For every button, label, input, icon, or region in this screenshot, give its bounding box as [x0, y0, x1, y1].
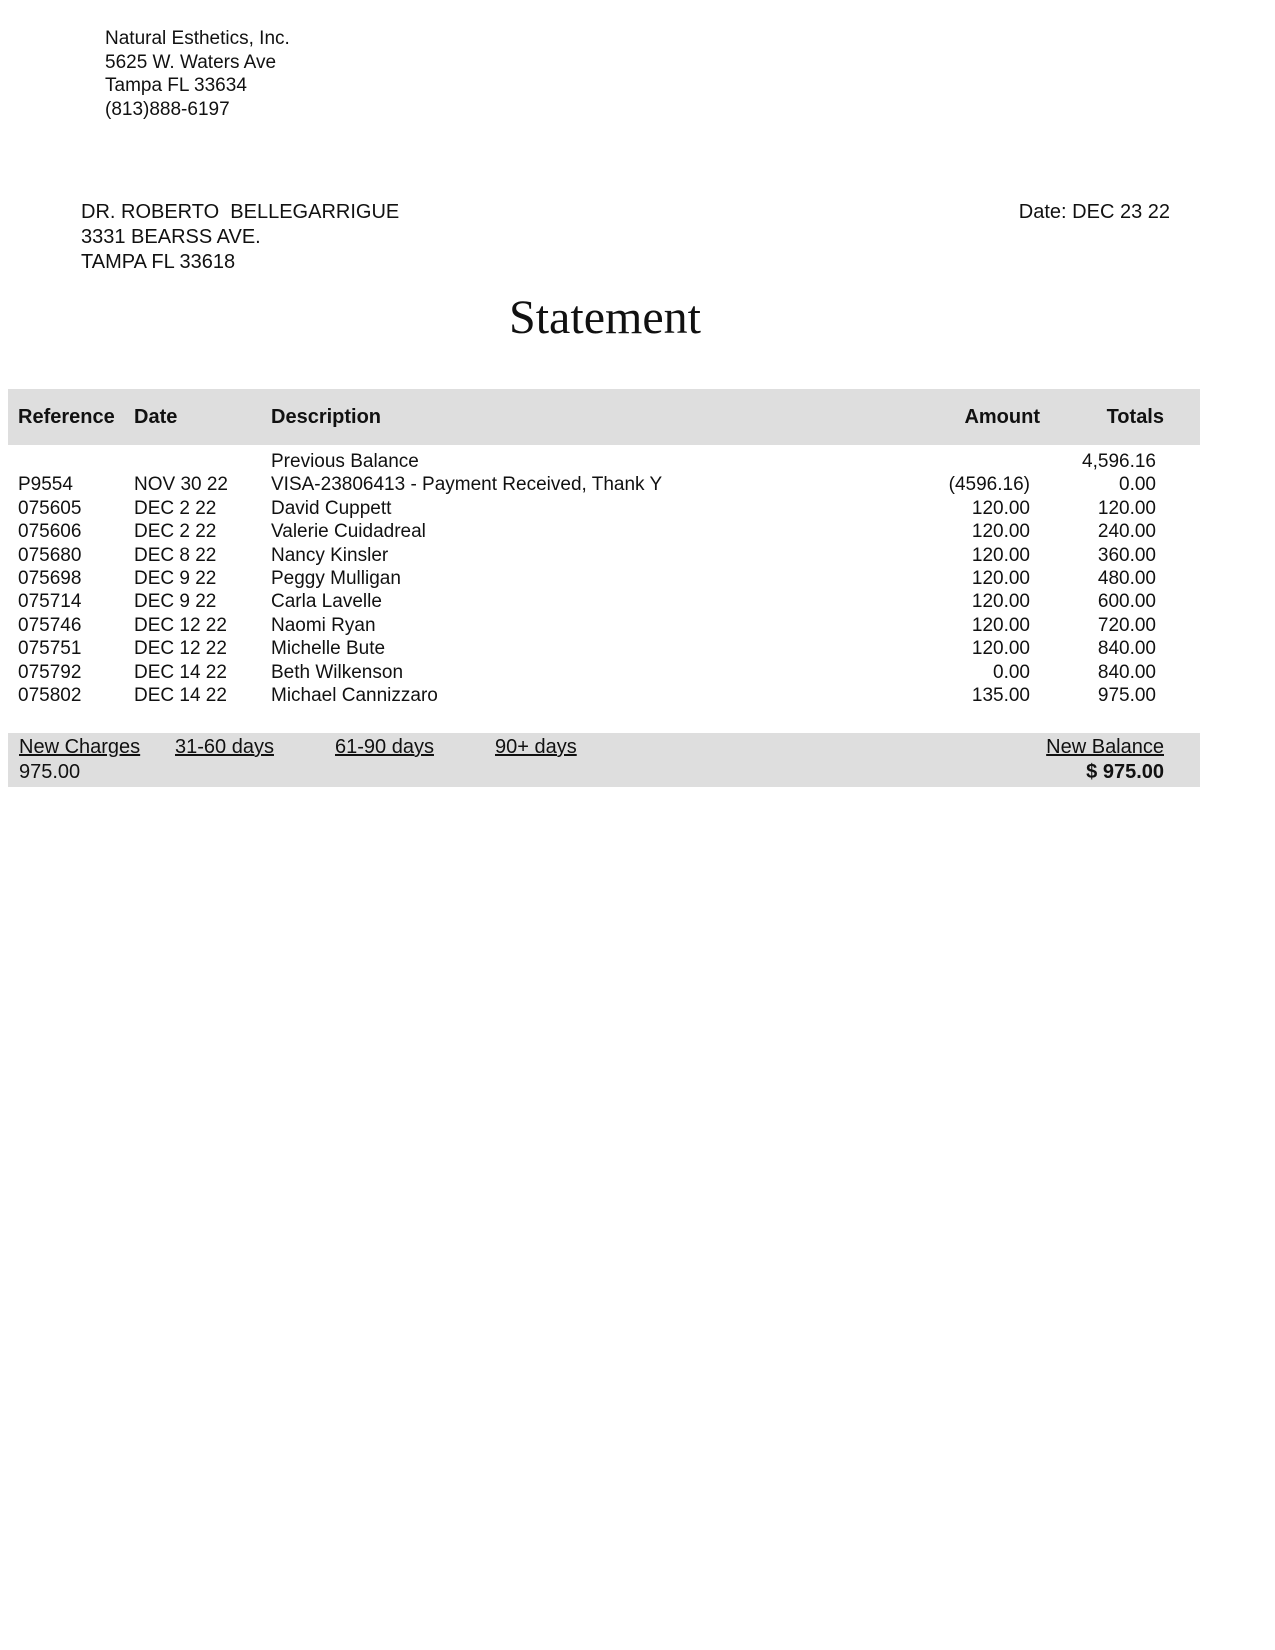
days-31-60-label: 31-60 days	[175, 736, 274, 758]
row-reference: P9554	[18, 474, 73, 496]
row-reference: 075792	[18, 661, 82, 683]
recipient-address-block	[81, 200, 399, 275]
recipient-city: TAMPA FL 33618	[81, 251, 236, 273]
statement-date: Date: DEC 23 22	[1018, 201, 1170, 223]
row-date: DEC 2 22	[134, 497, 217, 519]
row-amount: 120.00	[971, 567, 1030, 589]
row-date: DEC 12 22	[134, 614, 227, 636]
new-charges-label: New Charges	[19, 736, 141, 758]
row-description: David Cuppett	[271, 497, 392, 519]
row-total: 4,596.16	[1082, 451, 1156, 472]
row-total: 240.00	[1097, 521, 1156, 543]
row-reference: 075680	[18, 544, 82, 566]
row-date: DEC 9 22	[134, 591, 217, 613]
row-description: Beth Wilkenson	[271, 661, 404, 683]
table-row	[8, 614, 1200, 637]
row-reference: 075606	[18, 521, 82, 543]
table-row	[8, 450, 1200, 473]
row-amount: 0.00	[993, 661, 1030, 683]
new-balance-value: $ 975.00	[1086, 761, 1164, 783]
table-row	[8, 520, 1200, 543]
days-61-90-label: 61-90 days	[335, 736, 434, 758]
new-balance-label: New Balance	[1046, 736, 1164, 758]
company-address-block	[105, 27, 290, 121]
row-description: Peggy Mulligan	[271, 567, 401, 589]
page-title: Statement	[509, 291, 701, 344]
table-row	[8, 567, 1200, 590]
recipient-street: 3331 BEARSS AVE.	[81, 226, 261, 248]
row-total: 840.00	[1097, 638, 1156, 660]
row-date: DEC 14 22	[134, 661, 227, 683]
row-amount: 135.00	[971, 684, 1030, 706]
summary-footer	[8, 733, 1200, 787]
row-total: 480.00	[1097, 567, 1156, 589]
row-description: VISA-23806413 - Payment Received, Thank Y	[271, 474, 663, 496]
row-total: 120.00	[1097, 497, 1156, 519]
transaction-list	[8, 450, 1200, 707]
company-phone: (813)888-6197	[105, 98, 230, 120]
row-date: NOV 30 22	[134, 474, 228, 496]
table-row	[8, 497, 1200, 520]
row-description: Nancy Kinsler	[271, 544, 389, 566]
header-totals: Totals	[1106, 406, 1164, 428]
table-row	[8, 473, 1200, 496]
recipient-name: DR. ROBERTO BELLEGARRIGUE	[81, 201, 400, 223]
row-description: Previous Balance	[271, 451, 419, 472]
header-amount: Amount	[964, 406, 1040, 428]
header-date: Date	[134, 406, 178, 428]
row-amount: 120.00	[971, 591, 1030, 613]
row-description: Michael Cannizzaro	[271, 684, 438, 706]
row-amount: 120.00	[971, 614, 1030, 636]
row-amount: 120.00	[971, 638, 1030, 660]
row-date: DEC 12 22	[134, 638, 227, 660]
row-reference: 075605	[18, 497, 82, 519]
company-street: 5625 W. Waters Ave	[105, 51, 277, 73]
company-name: Natural Esthetics, Inc.	[105, 28, 290, 49]
row-reference: 075802	[18, 684, 82, 706]
row-total: 975.00	[1097, 684, 1156, 706]
row-amount: (4596.16)	[948, 474, 1030, 496]
row-description: Michelle Bute	[271, 638, 386, 660]
table-row	[8, 637, 1200, 660]
row-total: 360.00	[1097, 544, 1156, 566]
row-description: Valerie Cuidadreal	[271, 521, 426, 543]
row-date: DEC 9 22	[134, 567, 217, 589]
row-date: DEC 2 22	[134, 521, 217, 543]
table-row	[8, 544, 1200, 567]
row-description: Naomi Ryan	[271, 614, 376, 636]
table-row	[8, 684, 1200, 707]
table-header	[8, 389, 1200, 445]
row-date: DEC 14 22	[134, 684, 227, 706]
row-amount: 120.00	[971, 497, 1030, 519]
new-charges-value: 975.00	[19, 761, 81, 783]
header-description: Description	[271, 406, 382, 428]
row-total: 840.00	[1097, 661, 1156, 683]
row-amount: 120.00	[971, 544, 1030, 566]
row-date: DEC 8 22	[134, 544, 217, 566]
row-total: 0.00	[1119, 474, 1156, 496]
row-total: 600.00	[1097, 591, 1156, 613]
days-90-plus-label: 90+ days	[495, 736, 577, 758]
table-row	[8, 661, 1200, 684]
row-reference: 075714	[18, 591, 82, 613]
table-row	[8, 590, 1200, 613]
header-reference: Reference	[18, 406, 115, 428]
row-reference: 075698	[18, 567, 82, 589]
row-description: Carla Lavelle	[271, 591, 382, 613]
row-reference: 075751	[18, 638, 82, 660]
row-amount: 120.00	[971, 521, 1030, 543]
row-total: 720.00	[1097, 614, 1156, 636]
company-city: Tampa FL 33634	[105, 75, 247, 96]
row-reference: 075746	[18, 614, 82, 636]
